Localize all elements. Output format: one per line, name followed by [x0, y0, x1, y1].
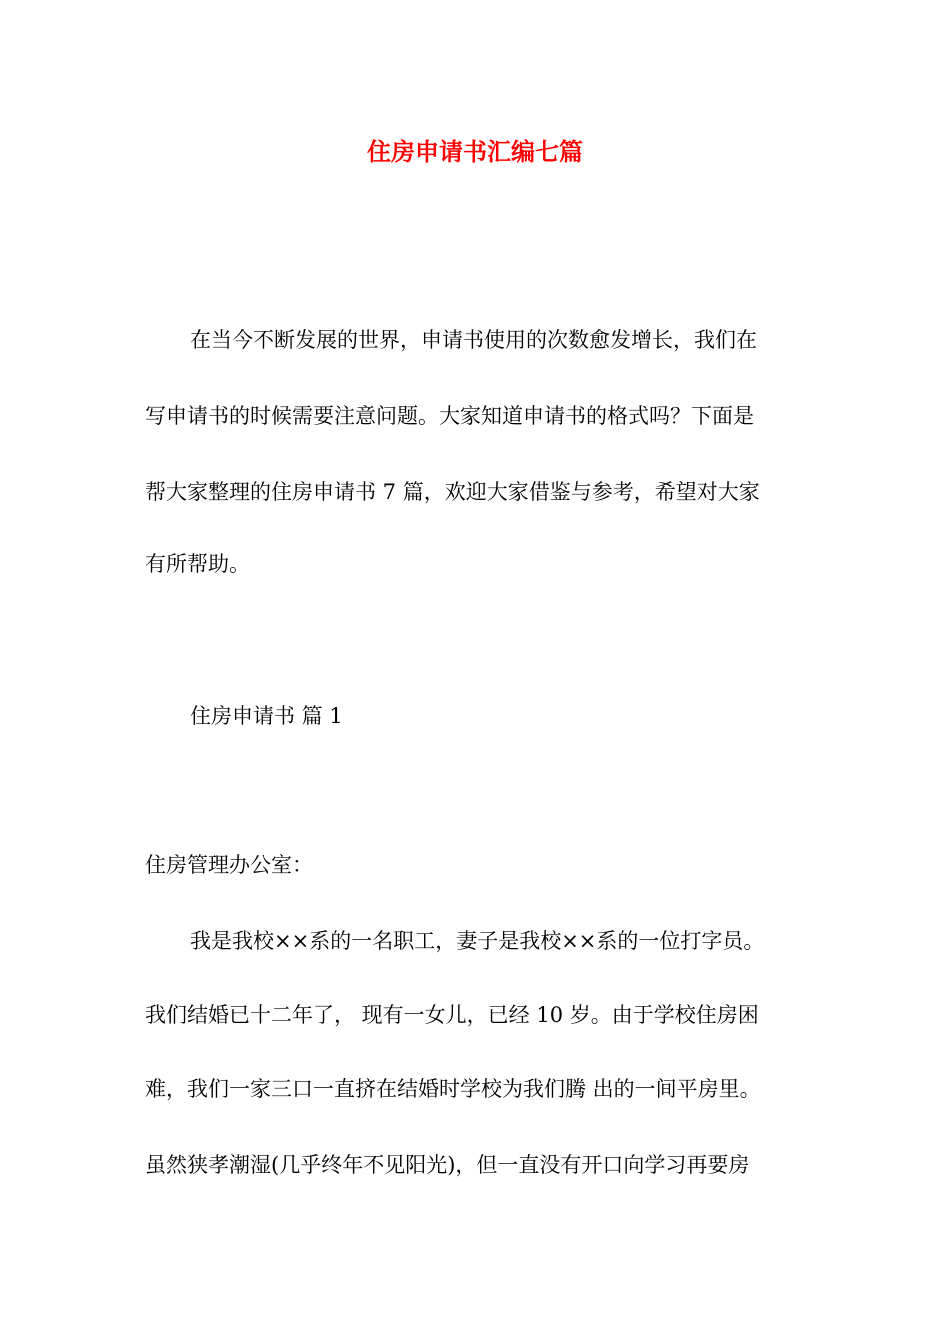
intro-line-1: 在当今不断发展的世界，申请书使用的次数愈发增长，我们在 [190, 328, 757, 352]
document-title: 住房申请书汇编七篇 [367, 137, 583, 166]
body-line-4: 虽然狭孝潮湿(几乎终年不见阳光)，但一直没有开口向学习再要房 [145, 1153, 750, 1177]
body-line-2: 我们结婚已十二年了， 现有一女儿，已经 10 岁。由于学校住房困 [145, 1003, 759, 1027]
body-line-1: 我是我校××系的一名职工，妻子是我校××系的一位打字员。 [190, 929, 765, 953]
salutation: 住房管理办公室： [145, 853, 313, 877]
intro-line-3: 帮大家整理的住房申请书 7 篇，欢迎大家借鉴与参考，希望对大家 [145, 480, 760, 504]
intro-line-2: 写申请书的时候需要注意问题。大家知道申请书的格式吗？下面是 [145, 404, 754, 428]
intro-line-4: 有所帮助。 [145, 552, 250, 576]
body-line-3: 难，我们一家三口一直挤在结婚时学校为我们腾 出的一间平房里。 [145, 1077, 761, 1101]
section-heading: 住房申请书 篇 1 [190, 704, 343, 728]
